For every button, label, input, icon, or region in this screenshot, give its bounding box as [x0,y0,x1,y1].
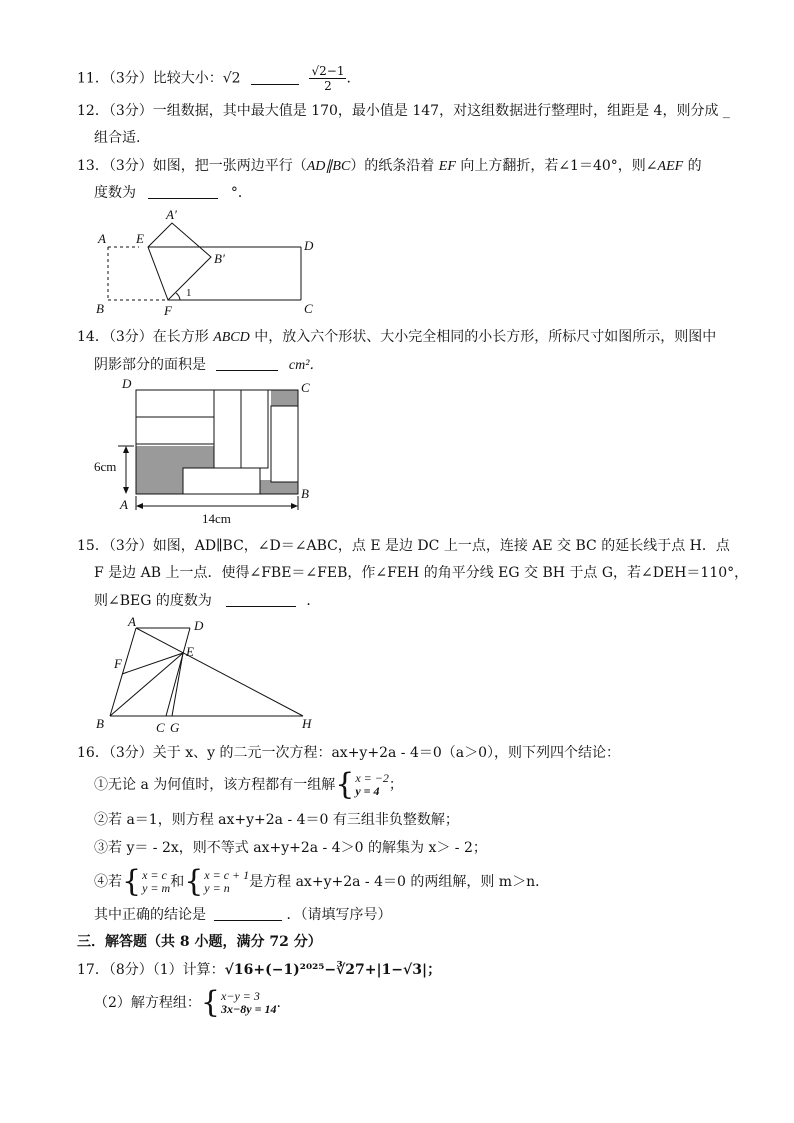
statement-3: ③若 y＝ - 2x，则不等式 ax+y+2a - 4＞0 的解集为 x＞ - 2； [94,840,487,856]
q-unit: cm²． [288,358,324,373]
label-H: H [302,716,312,731]
q-score: （3分） [108,329,153,345]
brace-body [142,869,170,895]
label-F: F [114,656,122,671]
question-17-part2 [94,985,281,1020]
rectangle-figure [90,378,330,530]
brace-symbol: { [335,767,355,802]
equation-system [335,767,389,802]
label-A: A [98,231,106,246]
question-15 [77,536,730,556]
label-F: F [164,303,172,318]
label-B: B [96,716,104,731]
question-16 [77,743,620,763]
q-score: （8分） [108,962,153,978]
question-15-cont [94,591,320,611]
q-text: 如图，把一张两边平行（ [152,158,307,174]
q-text: 度数为 [94,185,136,201]
label-C: C [156,720,165,735]
label-height: 6cm [94,459,117,474]
small-rect [214,390,241,468]
question-13-cont [94,183,252,203]
label-width: 14cm [202,511,231,526]
small-rect [271,406,298,482]
question-14-cont [94,355,323,376]
small-rect [136,390,214,417]
q-end: . [276,995,281,1011]
geometry-figure-15 [88,612,328,736]
brace-body [221,990,276,1016]
eq-x: x = −2 [355,771,389,785]
eq-1: x−y = 3 [221,989,260,1003]
q-text: 在长方形 [152,329,214,345]
q-end: ． [306,593,321,609]
arrow-head [123,446,129,453]
q-score: （3分） [108,103,153,119]
equation-system [122,864,171,899]
statement-1 [94,767,403,802]
q-end: . [346,70,351,87]
q-number: 12． [77,103,109,119]
answer-blank[interactable] [216,356,278,371]
q-text: （1）计算： [152,962,225,978]
math-parallel: AD∥BC [306,159,351,174]
question-16-answer [94,905,391,925]
q-score: （3分） [108,158,153,174]
equation-system [200,985,277,1020]
q-score: （3分） [108,745,153,761]
q-number: 16． [77,745,109,761]
q-text: ）的纸条沿着 [350,158,439,174]
label-E: E [186,644,194,659]
math-ef: EF [438,159,456,174]
eq-x: x = c [142,868,167,882]
q-number: 15． [77,538,109,554]
q-text: 关于 x、y 的二元一次方程：ax+y+2a - 4＝0（a＞0），则下列四个结论： [152,745,621,761]
q-text: ④若 [94,874,122,890]
label-A: A [128,614,136,629]
segment-DC [166,628,190,716]
question-12-cont: 组合适. [94,130,141,146]
q-number: 17． [77,962,109,978]
label-A: A [120,497,128,512]
answer-blank[interactable] [226,592,296,607]
question-13 [77,156,702,177]
label-B: B [301,486,309,501]
arrow-head [136,503,143,509]
label-E: E [136,231,144,246]
eq-x: x = c + 1 [204,868,250,882]
label-D: D [304,238,314,253]
label-G: G [170,720,180,735]
fold-figure [88,205,328,320]
brace-symbol: { [200,985,221,1020]
q-unit: °． [230,185,252,201]
fraction [309,64,346,93]
brace-symbol: { [184,864,204,899]
answer-blank[interactable] [251,70,299,85]
question-12 [77,101,730,121]
shaded-region [271,390,298,406]
eq-2: 3x−8y = 14 [221,1002,277,1016]
q-text: 的 [683,158,702,174]
small-rect [241,390,268,468]
math-expression: √16+(−1)²⁰²⁵−∛27+|1−√3|； [224,962,442,978]
brace-symbol: { [122,864,142,899]
question-17 [77,960,441,980]
q-text: ．（请填写序号） [286,907,392,923]
q-text: 如图，AD∥BC，∠D＝∠ABC，点 E 是边 DC 上一点，连接 AE 交 BC 的延长线于点 H．点 [152,538,730,554]
q-text: 和 [170,874,185,890]
label-D: D [194,618,204,633]
q-text: 向上方翻折，若∠1＝40°，则∠ [455,158,658,174]
frac-denominator: 2 [324,79,332,93]
answer-blank[interactable] [148,184,218,199]
eq-y: y = n [204,881,230,895]
brace-body [355,772,389,798]
equation-system [184,864,250,899]
statement-4 [94,864,550,899]
label-A-prime: A′ [166,207,177,222]
question-14 [77,327,716,348]
arrow-head [291,503,298,509]
statement-2: ②若 a＝1，则方程 ax+y+2a - 4＝0 有三组非负整数解； [94,812,459,828]
q-number: 13． [77,158,109,174]
label-D: D [122,378,132,391]
q-text: 比较大小： [152,70,223,87]
frac-numerator: √2−1 [311,64,345,78]
folded-flap [148,223,211,300]
math-lhs: √2 [222,70,241,87]
eq-y: y = m [142,881,171,895]
q-text: ①无论 a 为何值时，该方程都有一组解 [94,777,336,793]
label-B: B [96,301,104,316]
q-number: 14． [77,329,109,345]
arrow-head [123,487,129,494]
brace-body [204,869,249,895]
label-C: C [304,301,313,316]
q-score: （3分） [108,538,153,554]
answer-blank[interactable] [214,906,282,921]
label-angle-1: 1 [186,287,192,299]
label-C: C [301,380,310,395]
segment-AB [110,628,136,716]
question-15-cont: F 是边 AB 上一点．使得∠FBE＝∠FEB，作∠FEH 的角平分线 EG 交 BH 于点 G，若∠DEH＝110°， [94,565,749,581]
section-title: 三．解答题（共 8 小题，满分 72 分） [77,934,322,950]
math-aef: AEF [657,159,684,174]
q-text: 则∠BEG 的度数为 [94,593,212,609]
segment-FE [122,653,183,674]
q-text: 是方程 ax+y+2a - 4＝0 的两组解，则 m＞n． [249,874,550,890]
q-text: （2）解方程组： [94,995,201,1011]
q-text: 阴影部分的面积是 [94,357,206,373]
label-B-prime: B′ [214,251,225,266]
q-score: （3分） [108,70,153,87]
q-text: 一组数据，其中最大值是 170，最小值是 147，对这组数据进行整理时，组距是 4，则分成 _ [152,103,730,119]
segment-EG [172,653,183,716]
q-text: 中，放入六个形状、大小完全相同的小长方形，所标尺寸如图所示，则图中 [249,329,717,345]
math-abcd: ABCD [213,330,250,345]
q-number: 11． [77,70,109,87]
question-11 [77,64,351,93]
eq-y: y = 4 [355,784,380,798]
small-rect [183,468,260,494]
small-rect [136,417,214,444]
q-text: ； [388,777,403,793]
angle-arc [176,293,180,300]
q-text: 其中正确的结论是 [94,907,206,923]
